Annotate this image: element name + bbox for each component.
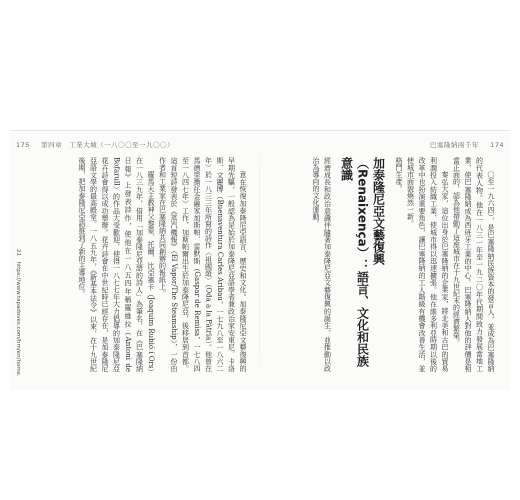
left-running-head: [16, 140, 174, 149]
book-gutter: [259, 131, 260, 391]
right-page-number: 174: [490, 141, 504, 149]
left-paragraph-1: 意在恢復加泰隆尼亞語言、歷史和文化。加泰隆尼亞文藝復興的早期先驅，一般認為是始於加泰隆尼亞語學者兼政治家安東尼．卡洛斯．文麗博（Buenaventura Carles Aribau，一七九八至一八六二年）於一八三三年所寫的詩作〈祖國頌〉（Oda a la Pàtria）。他曾在馬德里擔任金融家加斯帕．雷默斯（Gaspar de Remisa，一七八四至一八四七年）工作，加斯帕爾出生於加泰隆尼亞，後移居到首都。這首短詩發表於《蒸汽機報》（El Vapor/The Steamship），一份由作者和工業家在巴塞隆納共同創辦的報紙上。: [158, 157, 247, 372]
book-spread: [10, 130, 510, 392]
right-paragraph-2: 秦弘大家，這位出身於巴塞隆納的企業家，將北美和古巴的貿易利潤投入紡織工業，使城市得以迅速擴張。他在維多利亞時期以後的改革中也扮演重要角色，讓巴塞隆納的工人階級有機會改善生活，並使城市面貌煥然一新。: [406, 157, 449, 372]
section-subheading: 經濟成長和政治意識伴隨著加泰隆尼亞文藝復興的誕生，並推動以政治為導向的文化運動。: [312, 157, 332, 372]
left-chapter-title: 第四章 工業大城（一八〇〇至一九〇〇）: [41, 141, 175, 149]
right-paragraph-1: 〇至一九六四），是巴塞隆納民族資本的發言人，並成為巴塞隆納的代表人物。他在一八三一年至一九二〇年代期間致力發展當地工業，使巴塞隆納成為西班牙工業的中心。巴塞隆納人對他的評價是相當正面的，認為他帶動了這座城市在十九世紀末的經濟繁榮。: [452, 157, 495, 372]
page-bottom-margin: [0, 390, 520, 500]
left-paragraph-2: 羅馬天主教神父黎蒙．托爾．比亞塞卡（Joaquim Rubió i Ors）在一八三九年，借用「加泰隆尼亞語的詩人」為筆名，在《巴塞隆納日報》上發表詩作，使他在一八五四年稱羅維拉（Antoni de Bofarull）的作品大受歡迎，使得一八七七年大力倡導的加泰隆尼亞花卉詩會得以成功舉辦。花卉詩會在中世紀時已經存在，是加泰隆尼亞語文學的最高殿堂。一八五九年，《新基本法令》以來，在十九世紀後期，把加泰隆尼亞語推到了新的主導地位。: [78, 157, 155, 372]
footnote: 21 https://www.tapadoves.com/hm/en/home.: [15, 249, 21, 377]
right-book-title: 巴塞隆納兩千年: [429, 141, 479, 149]
section-heading: 加泰隆尼亞文藝復興（Renaixença）：語言、文化和民族意識: [339, 157, 386, 367]
page-top-margin: [0, 0, 520, 130]
right-paragraph-3: 格鬥生產。: [395, 157, 403, 192]
left-page-number: 175: [16, 141, 30, 149]
right-running-head: [430, 140, 504, 149]
right-page-body: [278, 157, 496, 372]
left-page-body: [28, 157, 248, 372]
